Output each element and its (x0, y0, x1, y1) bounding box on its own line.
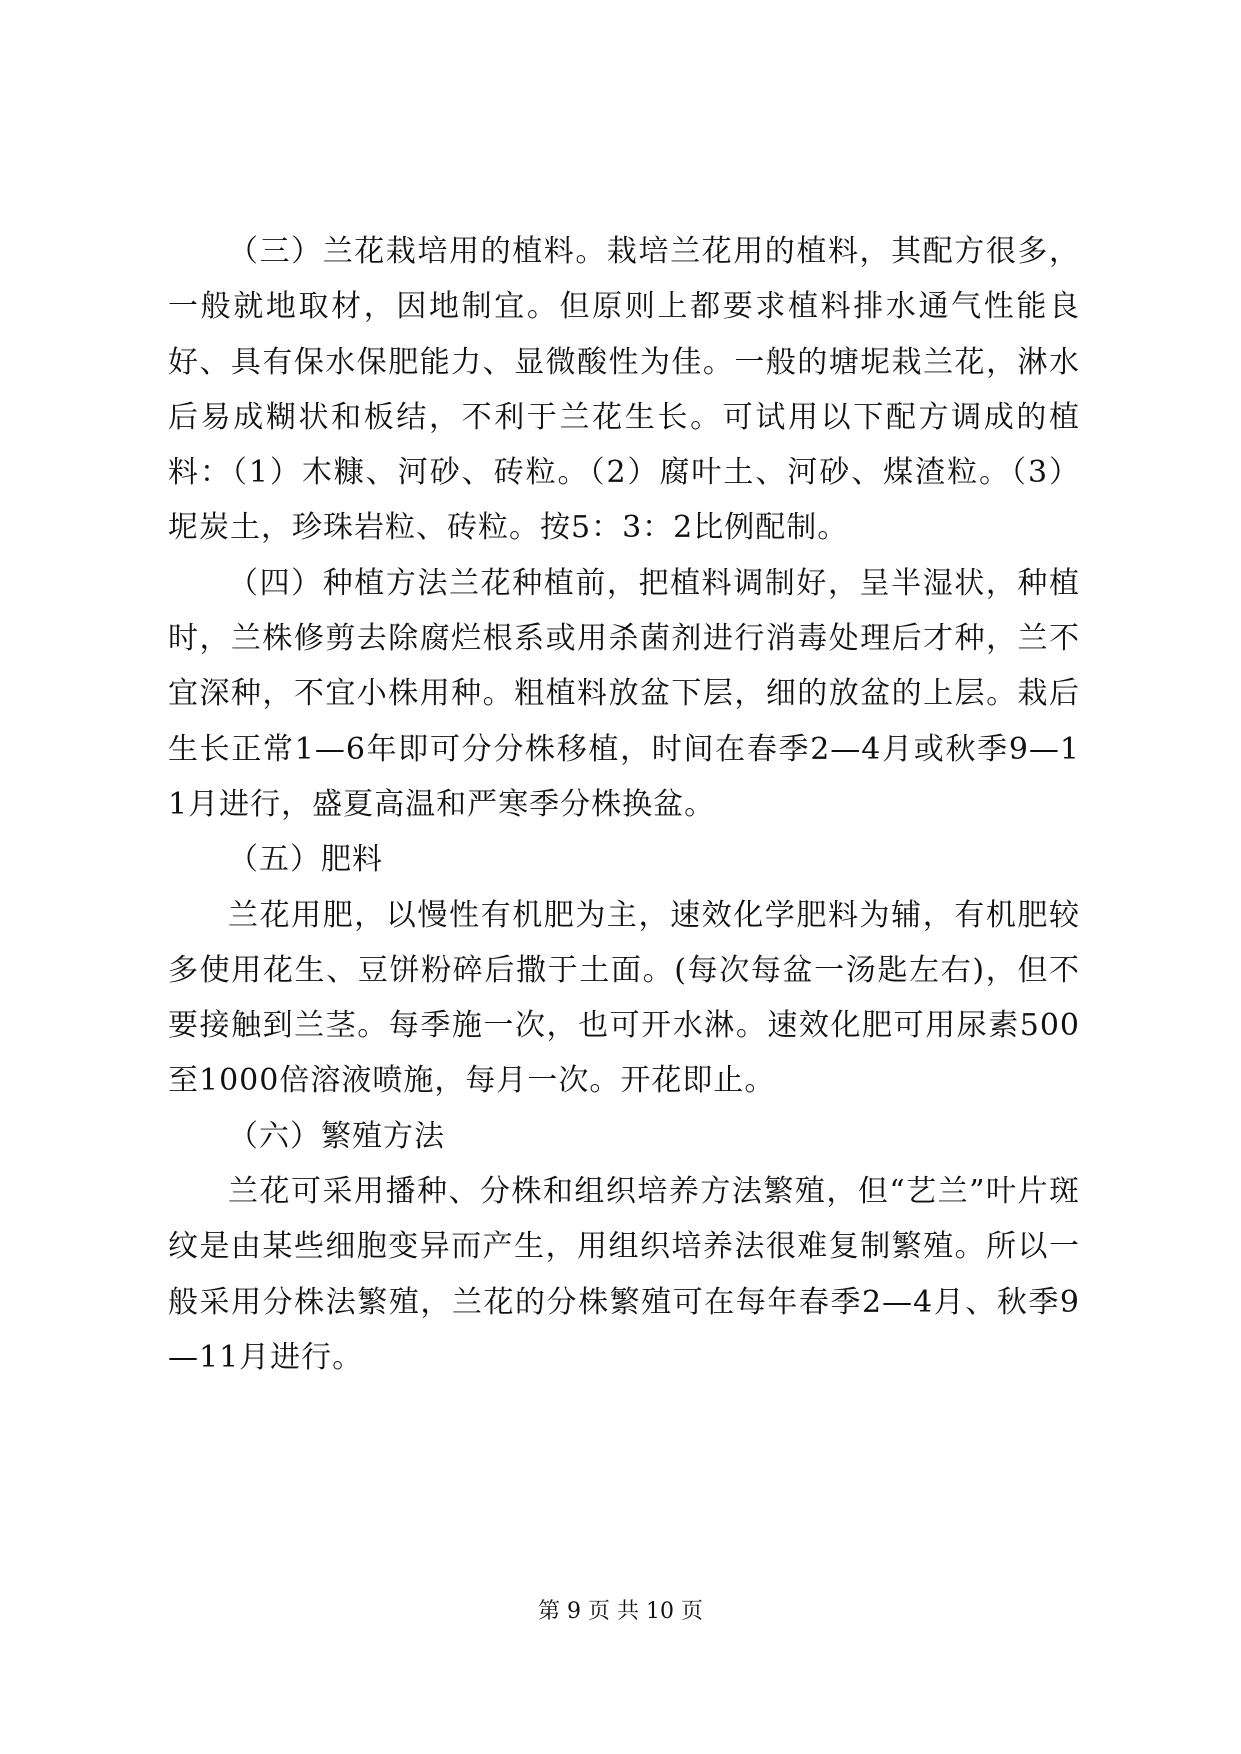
paragraph-planting-medium: （三）兰花栽培用的植料。栽培兰花用的植料，其配方很多，一般就地取材，因地制宜。但原则上都要求植料排水通气性能良好、具有保水保肥能力、显微酸性为佳。一般的塘坭栽兰花，淋水后易成糊状和板结，不利于兰花生长。可试用以下配方调成的植料：（1）木糠、河砂、砖粒。（2）腐叶土、河砂、煤渣粒。（3）坭炭土，珍珠岩粒、砖粒。按5：3：2比例配制。 (168, 234, 1080, 546)
paragraph-propagation: 兰花可采用播种、分株和组织培养方法繁殖，但“艺兰”叶片斑纹是由某些细胞变异而产生，用组织培养法很难复制繁殖。所以一般采用分株法繁殖，兰花的分株繁殖可在每年春季2—4月、秋季9—11月进行。 (168, 1174, 1080, 1375)
document-body (168, 224, 1080, 1385)
paragraph-planting-method: （四）种植方法兰花种植前，把植料调制好，呈半湿状，种植时，兰株修剪去除腐烂根系或用杀菌剂进行消毒处理后才种，兰不宜深种，不宜小株用种。粗植料放盆下层，细的放盆的上层。栽后生长正常1—6年即可分分株移植，时间在春季2—4月或秋季9—11月进行，盛夏高温和严寒季分株换盆。 (168, 565, 1080, 822)
heading-fertilizer: （五）肥料 (228, 842, 383, 878)
paragraph-fertilizer: 兰花用肥，以慢性有机肥为主，速效化学肥料为辅，有机肥较多使用花生、豆饼粉碎后撒于土面。(每次每盆一汤匙左右)，但不要接触到兰茎。每季施一次，也可开水淋。速效化肥可用尿素500至1000倍溶液喷施，每月一次。开花即止。 (168, 897, 1080, 1099)
heading-propagation: （六）繁殖方法 (228, 1118, 445, 1154)
page-footer (0, 1597, 1241, 1627)
page-number-label: 第 9 页 共 10 页 (538, 1599, 703, 1624)
